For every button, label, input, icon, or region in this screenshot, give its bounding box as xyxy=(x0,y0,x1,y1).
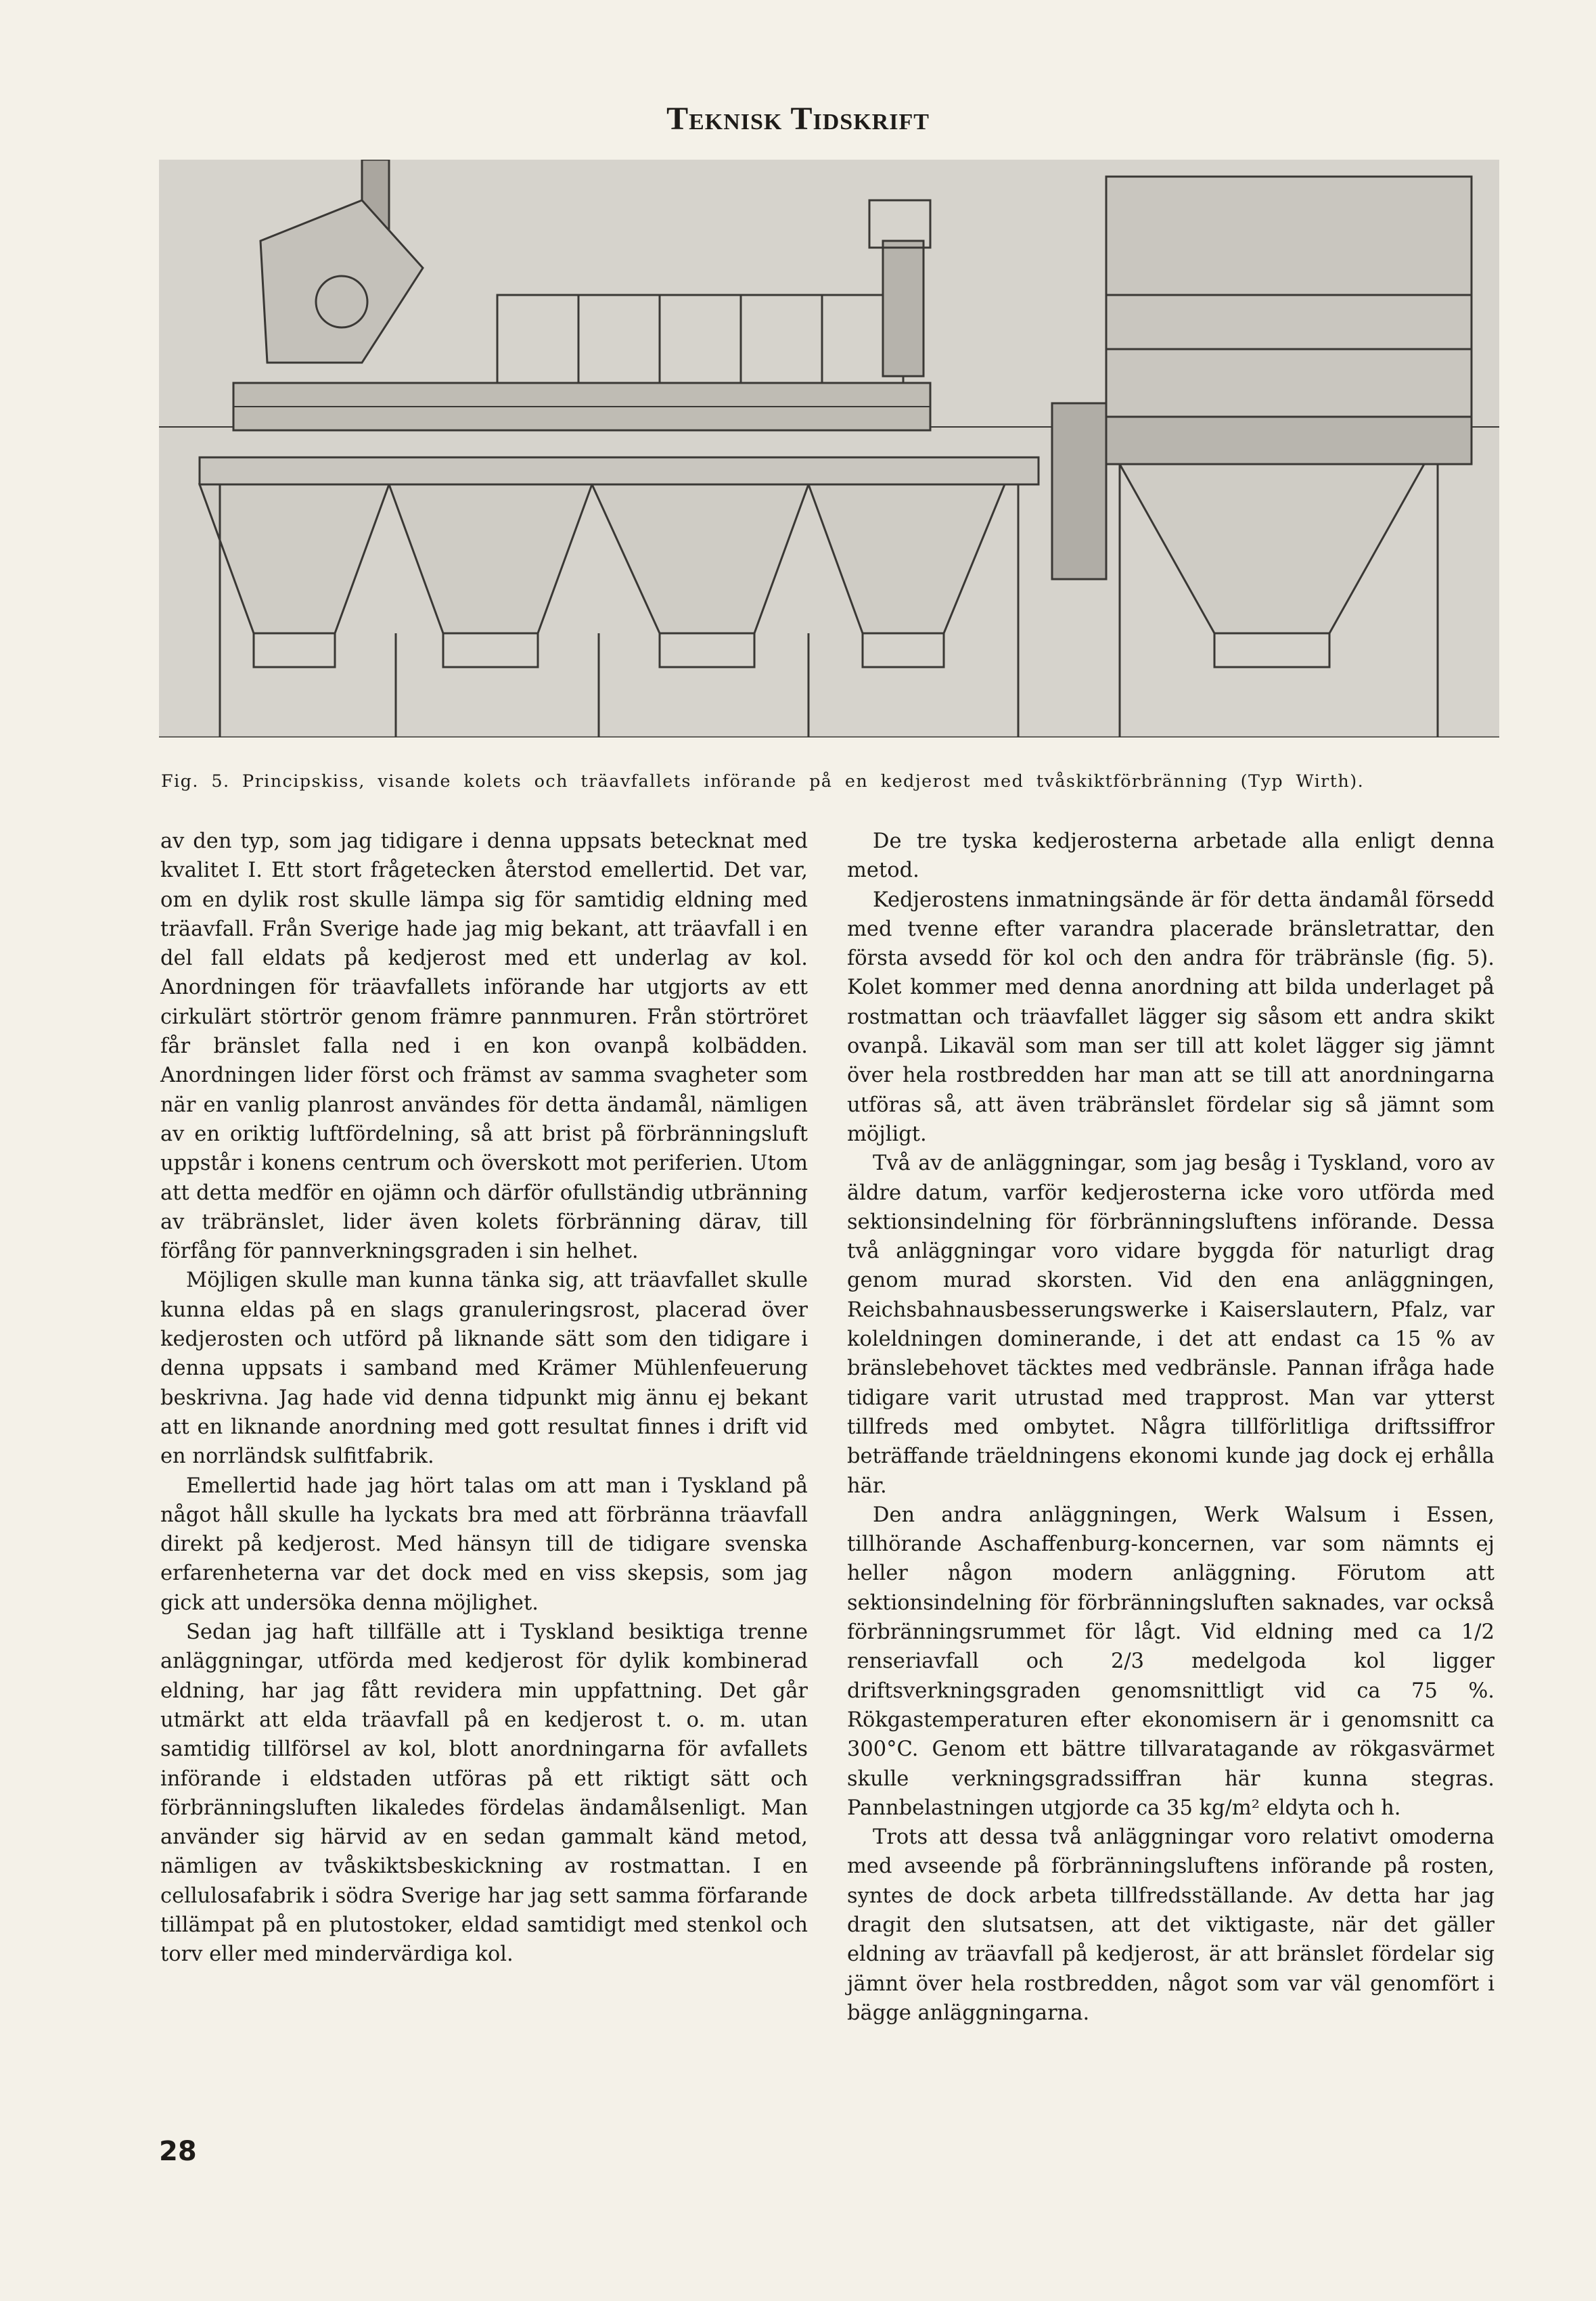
paragraph: Två av de anläggningar, som jag besåg i Tyskland, voro av äldre datum, varför kedjerosterna icke voro utförda med sektionsindelning för förbränningsluftens införande. Dessa två anläggningar voro vidare byggda för naturligt drag genom murad skorsten. Vid den ena anläggningen, Reichsbahnausbesserungswerke i Kaiserslautern, Pfalz, var koleldningen dominerande, i det att endast ca 15 % av bränslebehovet täcktes med vedbränsle. Pannan ifråga hade tidigare varit utrustad med trapprost. Man var ytterst tillfreds med ombytet. Några tillförlitliga driftssiffror beträffande träeldningens ekonomi kunde jag dock ej erhålla här. xyxy=(847,1152,1495,1498)
page-number: 28 xyxy=(159,2136,197,2167)
paragraph: Möjligen skulle man kunna tänka sig, att träavfallet skulle kunna eldas på en slags granuleringsrost, placerad över kedjerosten och utförd på liknande sätt som den tidigare i denna uppsats i samband med Krämer Mühlenfeuerung beskrivna. Jag hade vid denna tidpunkt mig ännu ej bekant att en liknande anordning med gott resultat finnes i drift vid en norrländsk sulfitfabrik. xyxy=(160,1269,808,1469)
technical-drawing xyxy=(159,160,1499,737)
paragraph: De tre tyska kedjerosterna arbetade alla enligt denna metod. xyxy=(847,829,1495,883)
figure-5-drawing xyxy=(159,160,1499,737)
right-column xyxy=(847,827,1495,2028)
paragraph: Emellertid hade jag hört talas om att man i Tyskland på något håll skulle ha lyckats bra med att förbränna träavfall direkt på kedjerost. Med hänsyn till de tidigare svenska erfarenheterna var det dock med en viss skepsis, som jag gick att undersöka denna möjlighet. xyxy=(160,1474,808,1615)
paragraph: av den typ, som jag tidigare i denna uppsats betecknat med kvalitet I. Ett stort frågetecken återstod emellertid. Det var, om en dylik rost skulle lämpa sig för samtidig eldning med träavfall. Från Sverige hade jag mig bekant, att träavfall i en del fall eldats på kedjerost med ett underlag av kol. Anordningen för träavfallets införande har utgjorts av ett cirkulärt störtrör genom främre pannmuren. Från störtröret får bränslet falla ned i en kon ovanpå kolbädden. Anordningen lider först och främst av samma svagheter som när en vanlig planrost användes för detta ändamål, nämligen av en oriktig luftfördelning, så att brist på förbränningsluft uppstår i konens centrum och överskott mot periferien. Utom att detta medför en ojämn och därför ofullständig utbränning av träbränslet, lider även kolets förbränning därav, till förfång för pannverkningsgraden i sin helhet. xyxy=(160,829,808,1264)
paragraph: Sedan jag haft tillfälle att i Tyskland besiktiga trenne anläggningar, utförda med kedjerost för dylik kombinerad eldning, har jag fått revidera min uppfattning. Det går utmärkt att elda träavfall på en kedjerost t. o. m. utan samtidig tillförsel av kol, blott anordningarna för avfallets införande i eldstaden utföras på ett riktigt sätt och förbränningsluften likaledes fördelas ändamålsenligt. Man använder sig härvid av en sedan gammalt känd metod, nämligen av tvåskiktsbeskickning av rostmattan. I en cellulosafabrik i södra Sverige har jag sett samma förfarande tillämpat på en plutostoker, eldad samtidigt med stenkol och torv eller med mindervärdiga kol. xyxy=(160,1620,808,1967)
journal-header: Teknisk Tidskrift xyxy=(666,101,930,137)
paragraph: Den andra anläggningen, Werk Walsum i Essen, tillhörande Aschaffenburg-koncernen, var som nämnts ej heller någon modern anläggning. Förutom att sektionsindelning för förbränningsluften saknades, var också förbränningsrummet för lågt. Vid eldning med ca 1/2 renseriavfall och 2/3 medelgoda kol ligger driftsverkningsgraden genomsnittligt vid ca 75 %. Rökgastemperaturen efter ekonomisern är i genomsnitt ca 300°C. Genom ett bättre tillvaratagande av rökgasvärmet skulle verkningsgradssiffran här kunna stegras. Pannbelastningen utgjorde ca 35 kg/m² eldyta och h. xyxy=(847,1503,1495,1820)
paragraph: Trots att dessa två anläggningar voro relativt omoderna med avseende på förbränningsluftens införande på rosten, syntes de dock arbeta tillfredsställande. Av detta har jag dragit den slutsatsen, att det viktigaste, när det gäller eldning av träavfall på kedjerost, är att bränslet fördelar sig jämnt över hela rostbredden, något som var väl genomfört i bägge anläggningarna. xyxy=(847,1825,1495,2025)
left-column xyxy=(160,827,808,1969)
paragraph: Kedjerostens inmatningsände är för detta ändamål försedd med tvenne efter varandra placerade bränsletrattar, den första avsedd för kol och den andra för träbränsle (fig. 5). Kolet kommer med denna anordning att bilda underlaget på rostmattan och träavfallet lägger sig såsom ett andra skikt ovanpå. Likaväl som man ser till att kolet lägger sig jämnt över hela rostbredden har man att se till att anordningarna utföras så, att även träbränslet fördelar sig så jämnt som möjligt. xyxy=(847,888,1495,1146)
figure-caption: Fig. 5. Principskiss, visande kolets och träavfallets införande på en kedjerost med tvåskiktförbränning (Typ Wirth). xyxy=(161,771,1365,792)
